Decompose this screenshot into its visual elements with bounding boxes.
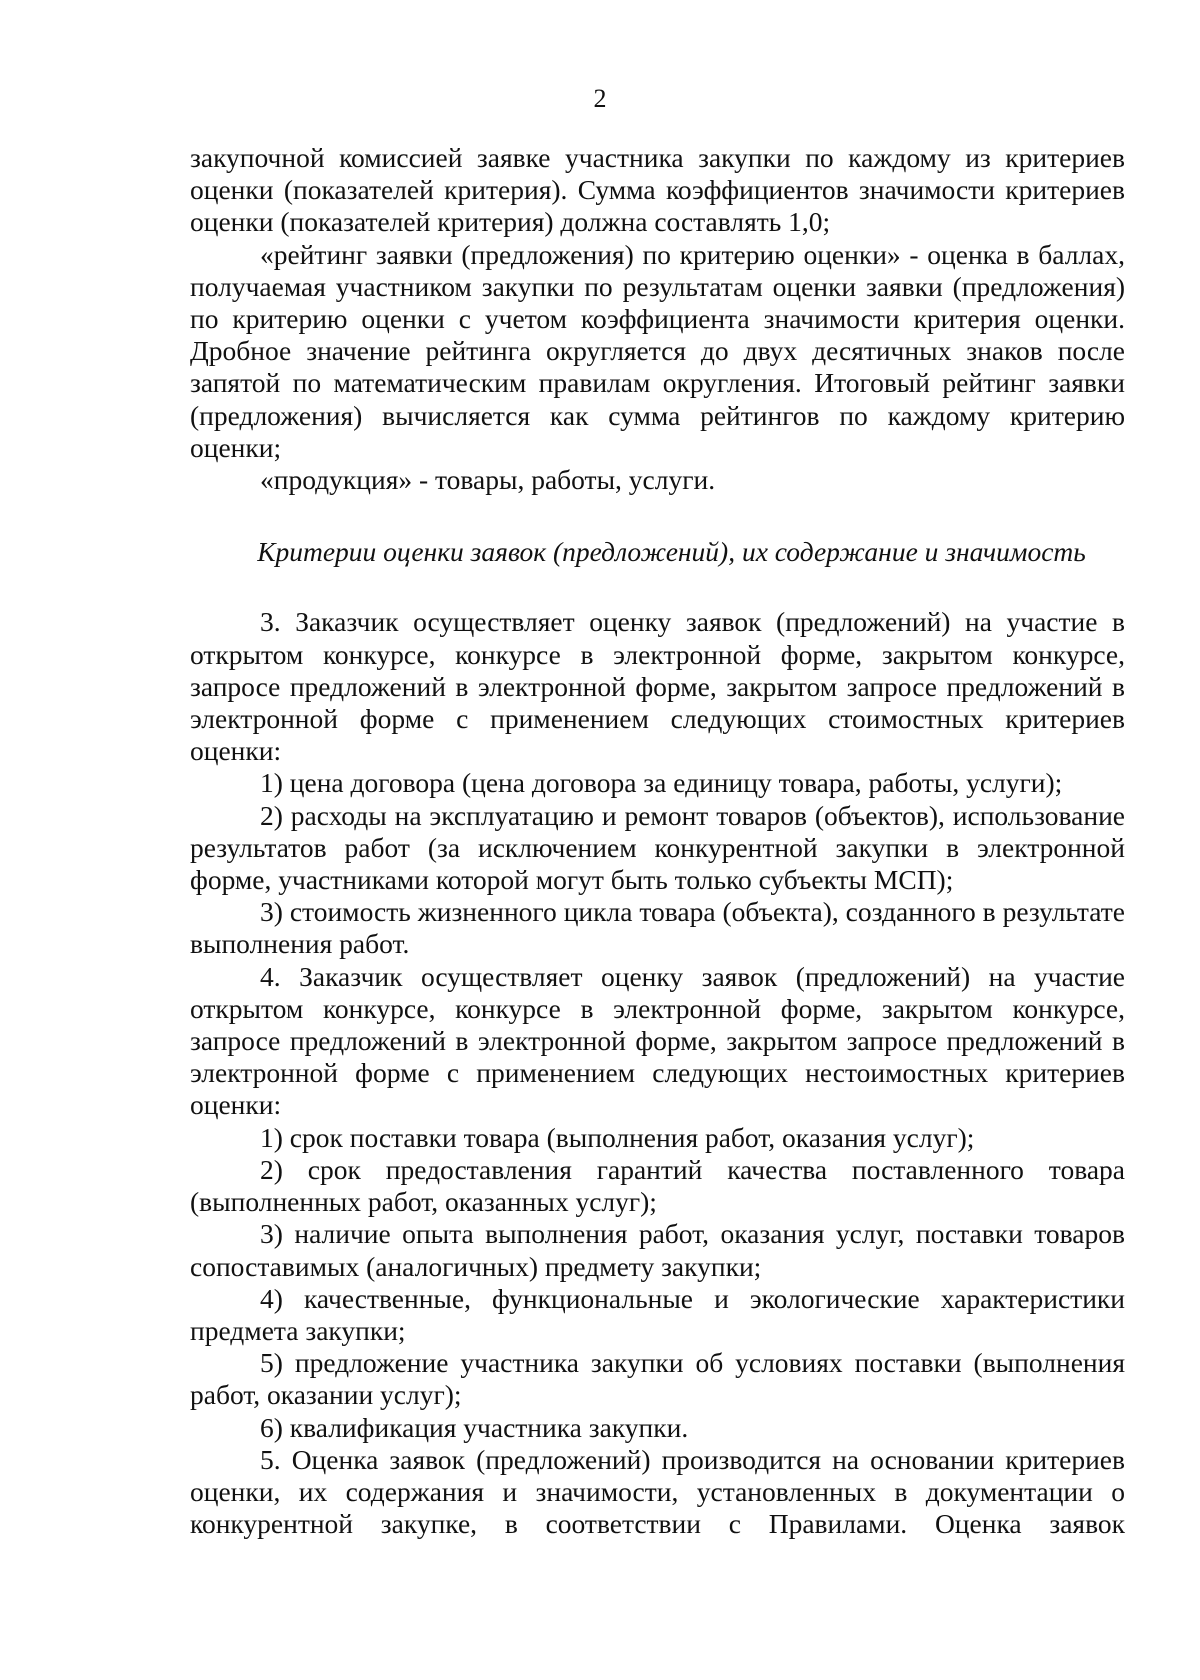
clause-4-item-2: 2) срок предоставления гарантий качества поставленного товара (выполненных работ, оказанных услуг);	[190, 1153, 1125, 1218]
clause-3-item-3: 3) стоимость жизненного цикла товара (объекта), созданного в результате выполнения работ.	[190, 896, 1125, 960]
page-number: 2	[593, 84, 607, 113]
document-body	[190, 142, 1125, 1540]
paragraph-continuation: закупочной комиссией заявке участника закупки по каждому из критериев оценки (показателей критерия). Сумма коэффициентов значимости критериев оценки (показателей критерия) должна составлять 1,0;	[190, 142, 1125, 238]
clause-3-item-2: 2) расходы на эксплуатацию и ремонт товаров (объектов), использование результатов работ (за исключением конкурентной закупки в электронной форме, участниками которой могут быть только субъекты МСП);	[190, 799, 1125, 896]
clause-4: 4. Заказчик осуществляет оценку заявок (предложений) на участие открытом конкурсе, конкурсе в электронной форме, закрытом конкурсе, запросе предложений в электронной форме, закрытом запросе предложений в электронной форме с применением следующих нестоимостных критериев оценки:	[190, 960, 1125, 1121]
section-heading: Критерии оценки заявок (предложений), их содержание и значимость	[257, 536, 1086, 568]
clause-4-item-3: 3) наличие опыта выполнения работ, оказания услуг, поставки товаров сопоставимых (аналогичных) предмету закупки;	[190, 1218, 1125, 1282]
clause-5: 5. Оценка заявок (предложений) производится на основании критериев оценки, их содержания и значимости, установленных в документации о конкурентной закупке, в соответствии с Правилами. Оценка заявок	[190, 1443, 1125, 1540]
paragraph-definition-rating: «рейтинг заявки (предложения) по критерию оценки» - оценка в баллах, получаемая участником закупки по результатам оценки заявки (предложения) по критерию оценки с учетом коэффициента значимости критерия оценки. Дробное значение рейтинга округляется до двух десятичных знаков после запятой по математическим правилам округления. Итоговый рейтинг заявки (предложения) вычисляется как сумма рейтингов по каждому критерию оценки;	[190, 238, 1125, 463]
clause-4-item-1: 1) срок поставки товара (выполнения работ, оказания услуг);	[260, 1121, 975, 1153]
clause-4-item-4: 4) качественные, функциональные и экологические характеристики предмета закупки;	[190, 1282, 1125, 1346]
clause-4-item-5: 5) предложение участника закупки об условиях поставки (выполнения работ, оказании услуг);	[190, 1347, 1125, 1411]
clause-3: 3. Заказчик осуществляет оценку заявок (предложений) на участие в открытом конкурсе, конкурсе в электронной форме, закрытом конкурсе, запросе предложений в электронной форме, закрытом запросе предложений в электронной форме с применением следующих стоимостных критериев оценки:	[190, 606, 1125, 767]
paragraph-definition-products: «продукция» - товары, работы, услуги.	[260, 464, 716, 496]
clause-4-item-6: 6) квалификация участника закупки.	[260, 1411, 689, 1443]
clause-3-item-1: 1) цена договора (цена договора за единицу товара, работы, услуги);	[260, 767, 1063, 799]
